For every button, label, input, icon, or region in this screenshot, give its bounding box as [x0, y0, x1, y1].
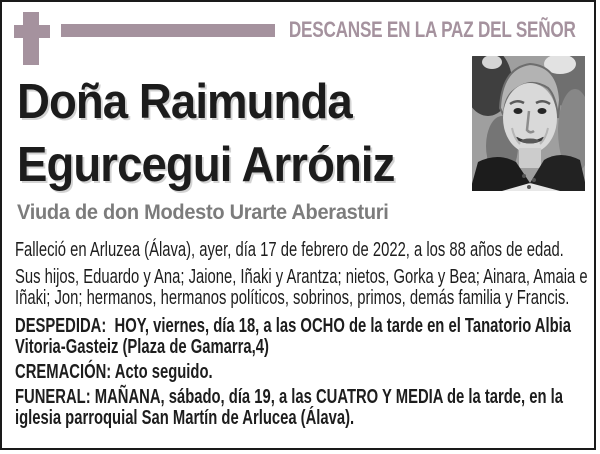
portrait-photo: [472, 56, 585, 191]
deceased-name-line2: Egurcegui Arróniz: [17, 138, 395, 192]
funeral-info: FUNERAL: MAÑANA, sábado, día 19, a las CUATRO Y MEDIA de la tarde, en la iglesia parroquial San Martín de Arlucea (Álava).: [15, 386, 568, 429]
farewell-info: DESPEDIDA: HOY, viernes, día 18, a las OCHO de la tarde en el Tanatorio Albia Vitoria-Gasteiz (Plaza de Gamarra,4): [15, 315, 576, 358]
relationship-subtitle: Viuda de don Modesto Urarte Aberasturi: [17, 200, 389, 224]
family-list: Sus hijos, Eduardo y Ana; Jaione, Iñaki y Arantza; nietos, Gorka y Bea; Ainara, Amaia e Iñaki; Jon; hermanos, hermanos políticos, sobrinos, primos, demás familia y Francis.: [15, 266, 592, 309]
deceased-name-line1: Doña Raimunda: [17, 75, 352, 129]
death-announcement: Falleció en Arluzea (Álava), ayer, día 17 de febrero de 2022, a los 88 años de edad.: [15, 239, 564, 261]
notice-body: [15, 239, 592, 433]
cross-icon: [14, 12, 50, 65]
motto-text: DESCANSE EN LA PAZ DEL SEÑOR: [289, 17, 576, 42]
cremation-info: CREMACIÓN: Acto seguido.: [15, 361, 213, 383]
header-rule: [61, 24, 275, 37]
